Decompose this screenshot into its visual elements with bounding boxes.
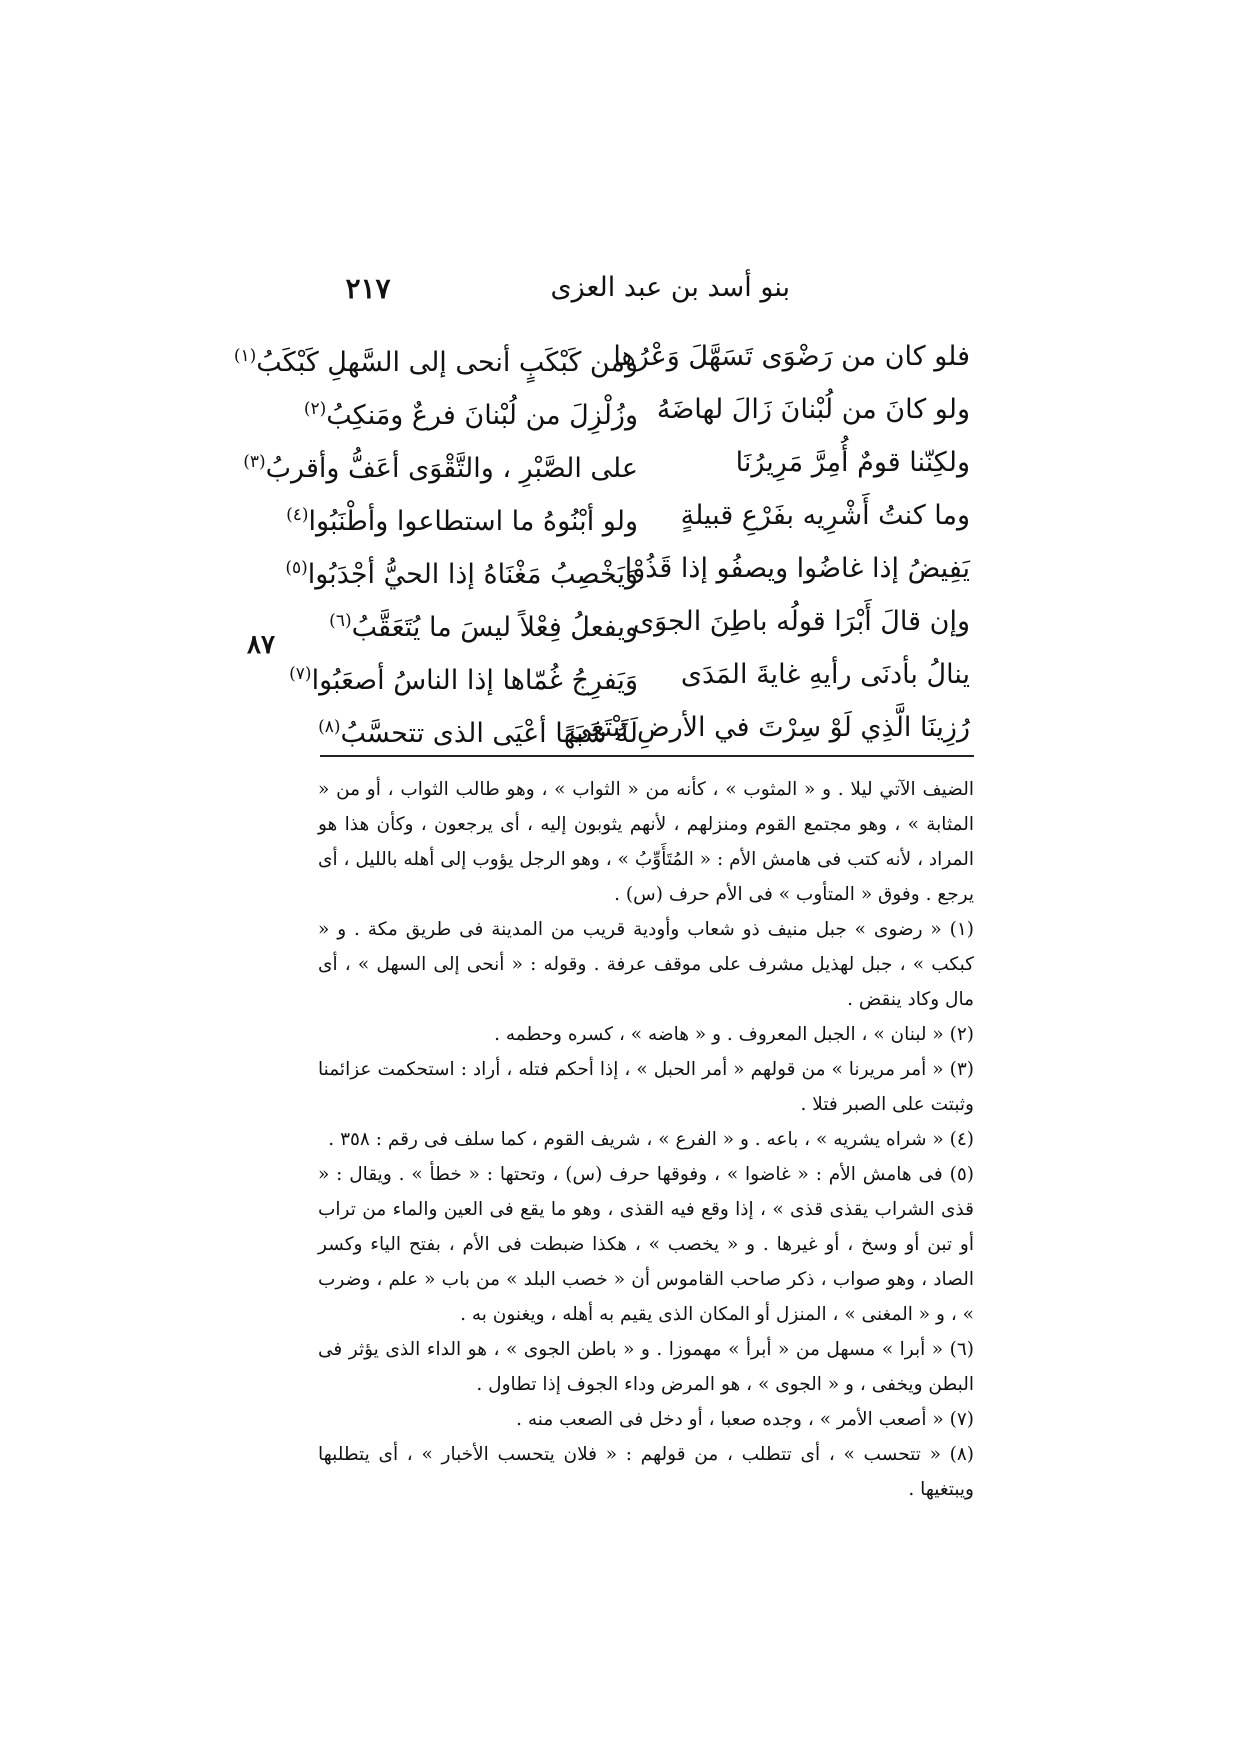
verse-first-hemistich: وما كنتُ أَشْرِيه بفَرْعِ قبيلةٍ [680,500,970,531]
footnote-ref: (٨) [318,717,341,737]
footnote: (٦) « أبرا » مسهل من « أبرأ » مهموزا . و « باطن الجوى » ، هو الداء الذى يؤثر فى البطن ويخفى ، و « الجوى » ، هو المرض وداء الجوف إذا تطاول . [318,1339,974,1395]
verse-second-hemistich [285,542,638,595]
verse-second-hemistich [286,489,638,542]
verse-second-hemistich [318,701,638,754]
footnote-ref: (٧) [289,664,312,684]
verse-second-hemistich-text: وزُلْزِلَ من لُبْنانَ فرعٌ ومَنكِبُ [326,400,638,431]
footnote-ref: (٤) [286,505,309,525]
footnote-ref: (١) [233,346,257,366]
verse-second-hemistich-text: لَهُ شَبَهًا أعْيَى الذى تتحسَّبُ [340,718,638,749]
footnote-ref: (٢) [303,399,327,419]
verse-second-hemistich-text: وَيَخْصِبُ مَغْنَاهُ إذا الحيُّ أجْدَبُوا [307,559,638,590]
verse-row [303,383,970,436]
footnote-ref: (٦) [329,611,352,631]
verse-second-hemistich [318,595,638,648]
separator-rule [320,755,974,757]
verse-row [285,542,970,595]
verse-row [286,489,970,542]
verse-second-hemistich [303,383,638,436]
verse-second-hemistich [289,648,638,701]
verse-first-hemistich: ولكِنّنا قومٌ أُمِرَّ مَرِيرُنَا [735,447,970,478]
verse-second-hemistich [233,330,638,383]
verse-second-hemistich-text: ومن كَبْكَبٍ أنحى إلى السَّهلِ كَبْكَبُ [256,347,638,378]
footnote: (٨) « تتحسب » ، أى تتطلب ، من قولهم : « فلان يتحسب الأخبار » ، أى يتطلبها ويبتغيها . [318,1444,974,1500]
verse-row [289,648,970,701]
verse-first-hemistich: فلو كان من رَضْوَى تَسَهَّلَ وَعْرُها [613,341,970,372]
verse-row [318,701,970,754]
commentary-continuation: الضيف الآتي ليلا . و « المثوب » ، كأنه من « الثواب » ، وهو طالب الثواب ، أو من « المثابة » ، وهو مجتمع القوم ومنزلهم ، لأنهم يثوبون إليه ، أى يرجعون ، وكأن هذا هو المراد ، لأنه كتب فى هامش الأم : « المُتَأَوِّبُ » ، وهو الرجل يؤوب إلى أهله بالليل ، أى يرجع . وفوق « المتأوب » فى الأم حرف (س) . [318,779,974,905]
verse-first-hemistich: يَفِيضُ إذا غاضُوا ويصفُو إذا قَذُوْا [624,553,970,584]
verse-second-hemistich-text: ولو أبْنُوهُ ما استطاعوا وأطْنَبُوا [308,506,638,537]
footnote-ref: (٥) [285,558,308,578]
verse-second-hemistich-text: على الصَّبْرِ ، والتَّقْوَى أعَفُّ وأقربُ [265,453,638,484]
verse-row [233,330,970,383]
running-header-title: بنو أسد بن عبد العزى [550,272,790,303]
verse-first-hemistich: ينالُ بأدنَى رأيهِ غايةَ المَدَى [680,659,970,690]
page-number: ٢١٧ [345,272,391,305]
footnote-ref: (٣) [243,452,266,472]
footnote: (٢) « لبنان » ، الجبل المعروف . و « هاضه » ، كسره وحطمه . [494,1024,974,1045]
margin-number: ٨٧ [247,630,275,660]
footnotes [318,772,974,1507]
footnote: (٤) « شراه يشريه » ، باعه . و « الفرع » ، شريف القوم ، كما سلف فى رقم : ٣٥٨ . [328,1129,974,1150]
footnote: (٥) فى هامش الأم : « غاضوا » ، وفوقها حرف (س) ، وتحتها : « خطأ » . ويقال : « قذى الشراب يقذى قذى » ، إذا وقع فيه القذى ، وهو ما يقع فى العين والماء من تراب أو تبن أو وسخ ، أو غيرها . و « يخصب » ، هكذا ضبطت فى الأم ، بفتح الياء وكسر الصاد ، وهو صواب ، ذكر صاحب القاموس أن « خصب البلد » من باب « علم ، وضرب » ، و « المغنى » ، المنزل أو المكان الذى يقيم به أهله ، ويغنون به . [318,1164,974,1325]
footnote: (٧) « أصعب الأمر » ، وجده صعبا ، أو دخل فى الصعب منه . [516,1409,974,1430]
footnote: (١) « رضوى » جبل منيف ذو شعاب وأودية قريب من المدينة فى طريق مكة . و « كبكب » ، جبل لهذيل مشرف على موقف عرفة . وقوله : « أنحى إلى السهل » ، أى مال وكاد ينقض . [318,919,974,1010]
verse-row [243,436,970,489]
verse-second-hemistich-text: وَيَفرِجُ غُمّاها إذا الناسُ أصعَبُوا [311,665,638,696]
verse-second-hemistich-text: ويفعلُ فِعْلاً ليسَ ما يُتَعَقَّبُ [351,612,638,643]
verse-first-hemistich: رُزِينَا الَّذِي لَوْ سِرْتَ في الأرضِ تَبْتَغِي [569,712,970,743]
verse-first-hemistich: وإن قالَ أَبْرَا قولُه باطِنَ الجوَى [632,606,970,637]
verse-second-hemistich [243,436,638,489]
verse-first-hemistich: ولو كانَ من لُبْنانَ زَالَ لهاضَهُ [656,394,970,425]
verse-row [318,595,970,648]
footnote: (٣) « أمر مريرنا » من قولهم « أمر الحبل » ، إذا أحكم فتله ، أراد : استحكمت عزائمنا وثبتت على الصبر فتلا . [318,1059,974,1115]
